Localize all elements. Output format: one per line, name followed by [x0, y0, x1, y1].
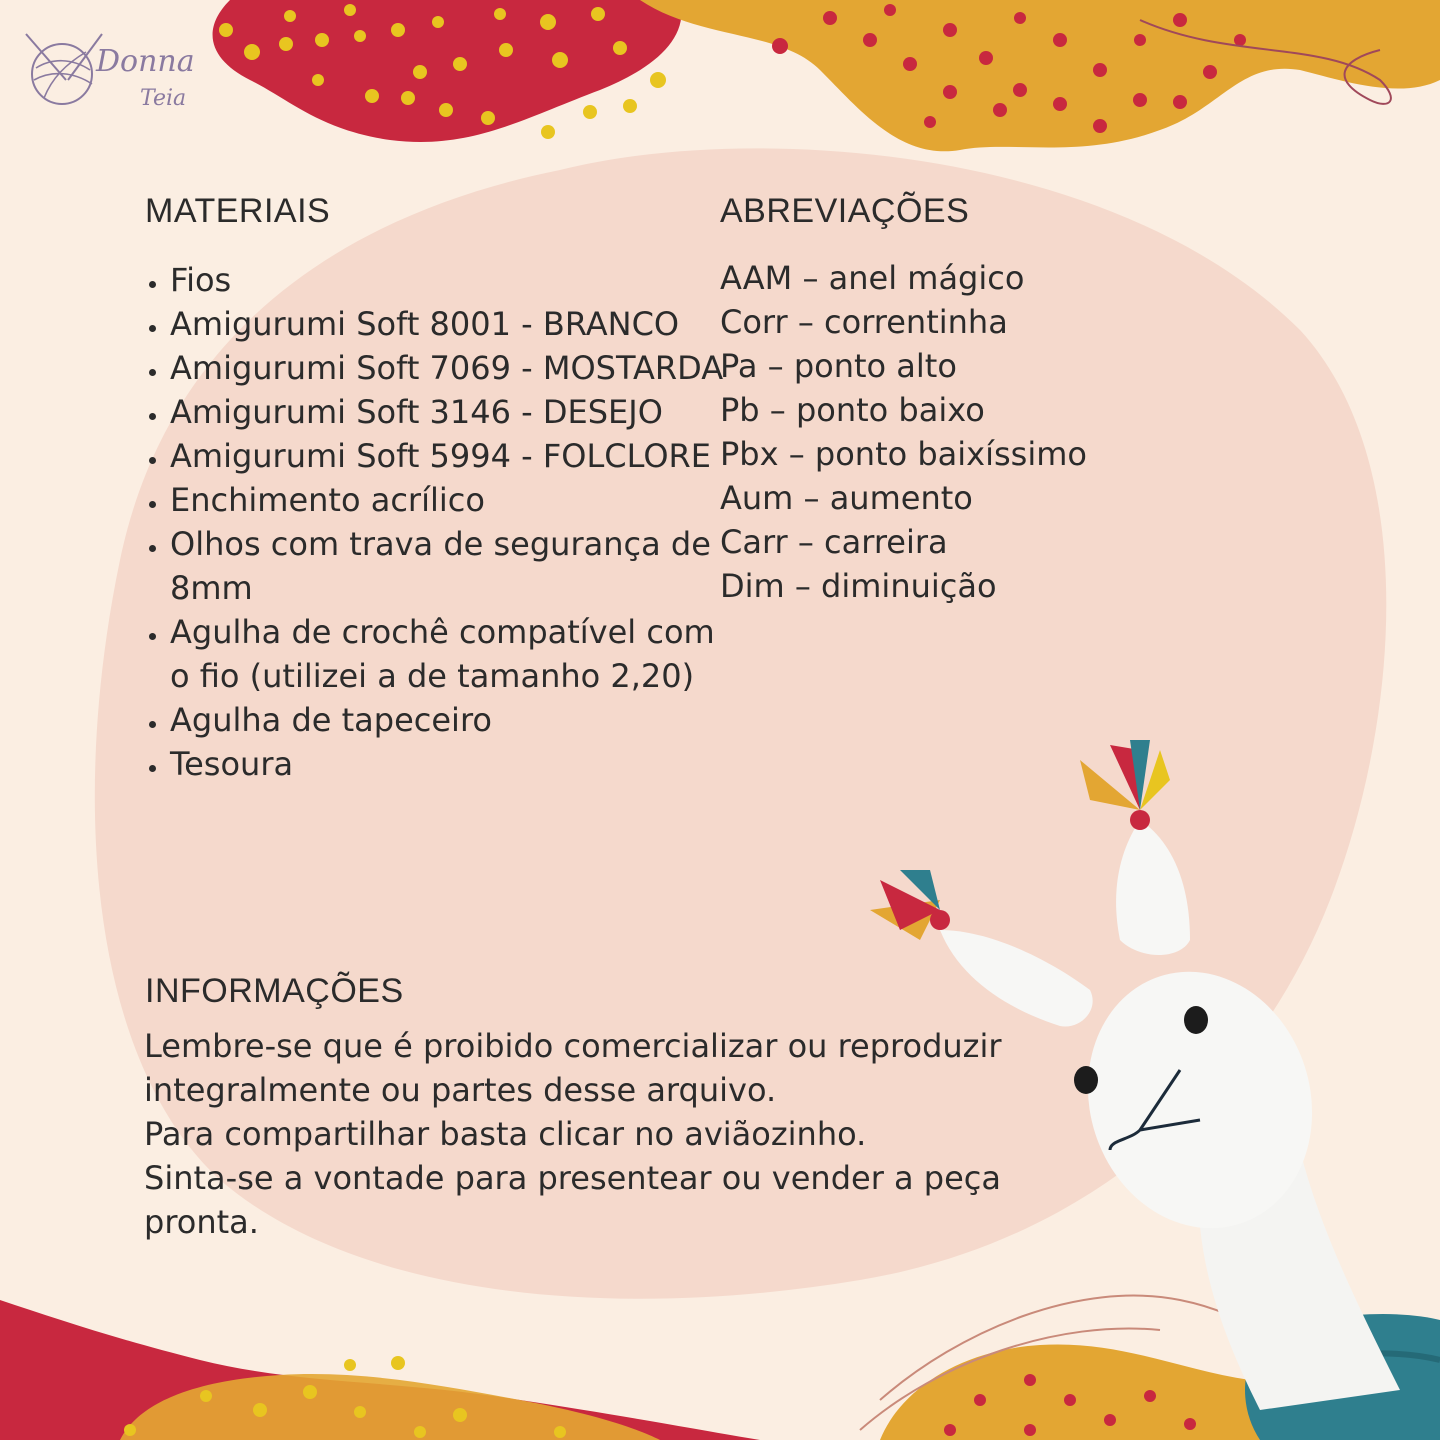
info-title: INFORMAÇÕES: [145, 972, 404, 1010]
abbreviation-item: Pbx – ponto baixíssimo: [720, 435, 1087, 473]
abbreviation-item: Pa – ponto alto: [720, 347, 957, 385]
abbreviation-item: AAM – anel mágico: [720, 259, 1025, 297]
logo-text-teia: Teia: [140, 86, 187, 111]
logo-text-donna: Donna: [96, 44, 195, 79]
top-red-blob: [213, 0, 682, 142]
materials-list: [138, 258, 730, 786]
materials-title: MATERIAIS: [145, 192, 331, 230]
llama-ear-right: [1116, 820, 1190, 955]
list-item: • Amigurumi Soft 8001 - BRANCO: [170, 302, 730, 346]
list-item: • Enchimento acrílico: [170, 478, 730, 522]
top-mustard-blob: [640, 0, 1440, 151]
list-item: • Fios: [170, 258, 730, 302]
abbreviation-item: Corr – correntinha: [720, 303, 1008, 341]
brand-logo: [22, 24, 202, 134]
info-line: Sinta-se a vontade para presentear ou vender a peça pronta.: [144, 1159, 1001, 1241]
abbreviations-title: ABREVIAÇÕES: [720, 192, 970, 230]
llama-amigurumi-image: [840, 730, 1440, 1440]
info-line: Lembre-se que é proibido comercializar ou reproduzir integralmente ou partes desse arquivo.: [144, 1027, 1002, 1109]
list-item: • Amigurumi Soft 5994 - FOLCLORE: [170, 434, 730, 478]
abbreviation-item: Pb – ponto baixo: [720, 391, 985, 429]
abbreviations-list: [720, 256, 1280, 608]
llama-eye-right: [1184, 1006, 1208, 1034]
list-item: • Olhos com trava de segurança de 8mm: [170, 522, 730, 610]
list-item: • Tesoura: [170, 742, 730, 786]
list-item: • Agulha de tapeceiro: [170, 698, 730, 742]
abbreviation-item: Carr – carreira: [720, 523, 948, 561]
llama-eye-left: [1074, 1066, 1098, 1094]
abbreviation-item: Aum – aumento: [720, 479, 973, 517]
list-item: • Amigurumi Soft 7069 - MOSTARDA: [170, 346, 730, 390]
tassel-right: [1080, 740, 1170, 830]
abbreviation-item: Dim – diminuição: [720, 567, 997, 605]
list-item: • Agulha de crochê compatível com o fio (utilizei a de tamanho 2,20): [170, 610, 730, 698]
llama-ear-left: [940, 930, 1093, 1027]
tassel-left: [870, 870, 950, 940]
list-item: • Amigurumi Soft 3146 - DESEJO: [170, 390, 730, 434]
info-line: Para compartilhar basta clicar no aviãozinho.: [144, 1115, 867, 1153]
